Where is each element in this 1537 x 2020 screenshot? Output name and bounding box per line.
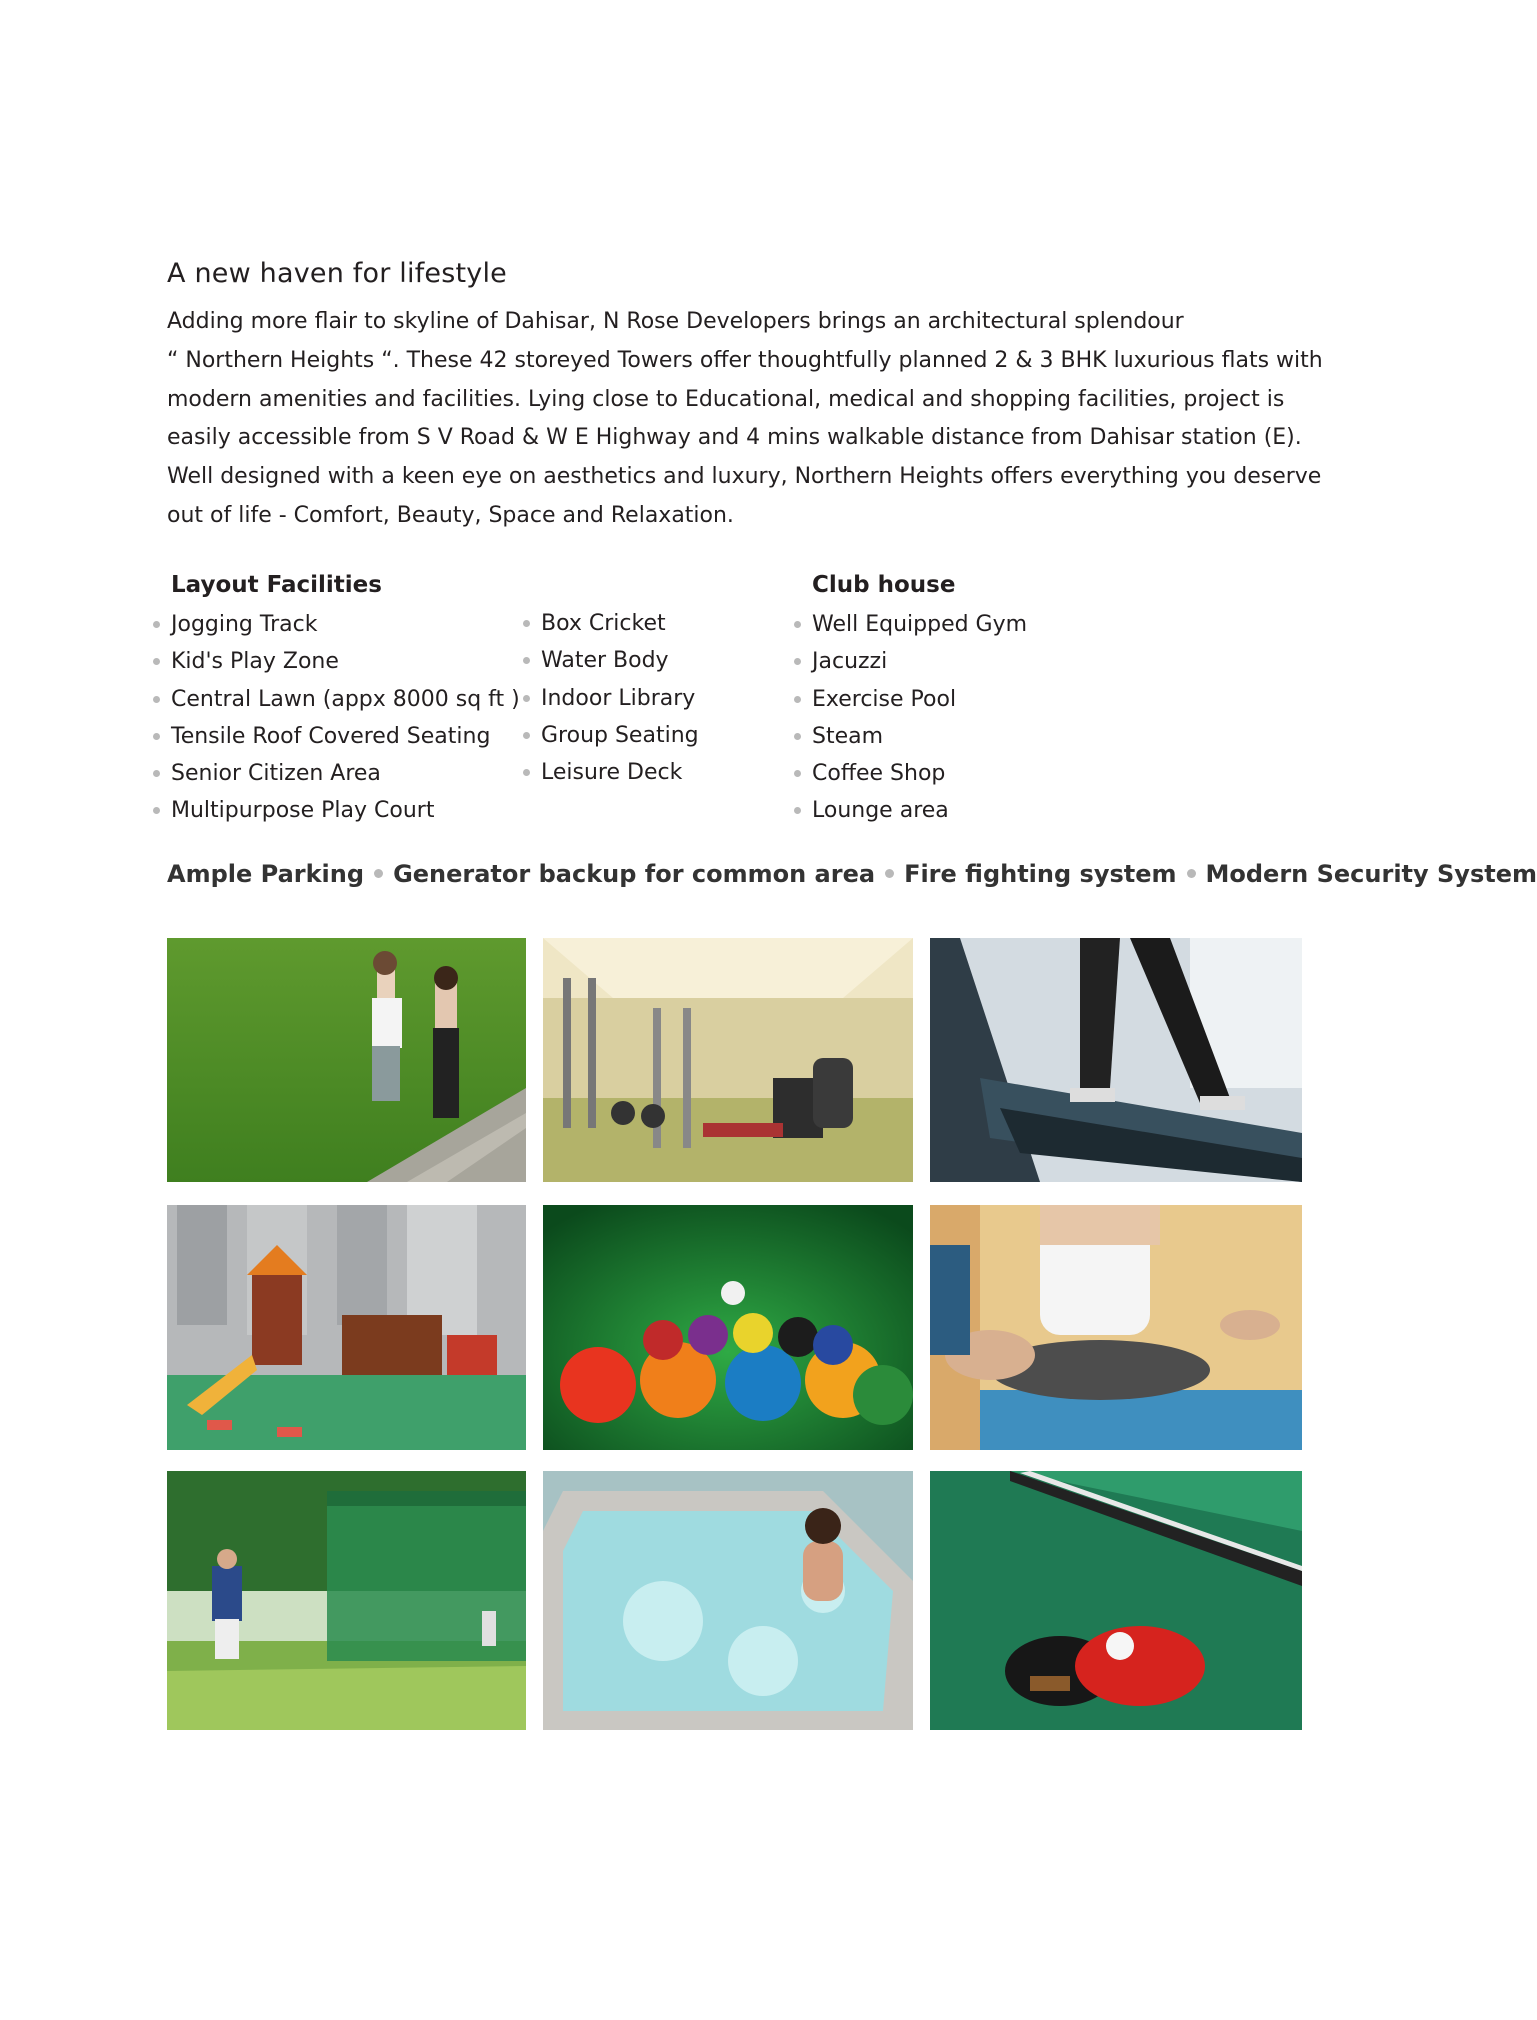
list-item-label: Tensile Roof Covered Seating (171, 723, 491, 749)
list-item-label: Lounge area (812, 798, 949, 824)
bullet-icon (523, 620, 530, 627)
intro-line: Adding more flair to skyline of Dahisar, N Rose Developers brings an architectural splendour (167, 309, 1184, 334)
intro-line: modern amenities and facilities. Lying close to Educational, medical and shopping facilities, project is (167, 386, 1285, 412)
list-item-label: Kid's Play Zone (171, 649, 339, 675)
jacuzzi-photo (543, 1471, 913, 1730)
list-item (153, 685, 520, 722)
amenity-label: Ample Parking (167, 860, 365, 888)
list-item-label: Coffee Shop (812, 761, 946, 787)
bullet-icon (153, 621, 160, 628)
list-item-label: Water Body (541, 648, 669, 674)
bullet-icon (523, 695, 530, 702)
bullet-icon (153, 733, 160, 740)
kids-play-area-photo (167, 1205, 526, 1450)
intro-line: out of life - Comfort, Beauty, Space and Relaxation. (167, 502, 734, 528)
bullet-icon (1187, 869, 1196, 878)
list-item (523, 646, 699, 683)
treadmill-photo (930, 938, 1302, 1182)
intro-line: Well designed with a keen eye on aesthetics and luxury, Northern Heights offers everything you deserve (167, 464, 1322, 490)
list-item-label: Exercise Pool (812, 686, 957, 712)
bullet-icon (794, 621, 801, 628)
bullet-icon (523, 732, 530, 739)
list-item (523, 684, 699, 721)
list-item-label: Multipurpose Play Court (171, 798, 435, 824)
bullet-icon (794, 770, 801, 777)
intro-paragraph (167, 303, 1323, 536)
table-tennis-photo (930, 1471, 1302, 1730)
list-item (153, 796, 520, 833)
bullet-icon (523, 769, 530, 776)
list-item (153, 759, 520, 796)
club-house-title: Club house (812, 572, 956, 598)
bullet-icon (885, 869, 894, 878)
bullet-icon (794, 807, 801, 814)
list-item (794, 722, 1027, 759)
club-house-list (794, 610, 1027, 834)
bullet-icon (523, 657, 530, 664)
section-heading: A new haven for lifestyle (167, 258, 507, 289)
list-item-label: Well Equipped Gym (812, 612, 1028, 637)
list-item-label: Central Lawn (appx 8000 sq ft ) (171, 686, 520, 712)
list-item-label: Jogging Track (171, 612, 318, 637)
amenity-label: Fire fighting system (904, 860, 1177, 888)
billiards-balls-photo (543, 1205, 913, 1450)
list-item-label: Jacuzzi (812, 649, 888, 675)
amenity-label: Modern Security System (1205, 860, 1537, 888)
list-item (794, 759, 1027, 796)
bullet-icon (153, 696, 160, 703)
list-item-label: Steam (812, 723, 884, 749)
amenity-label: Generator backup for common area (393, 860, 876, 888)
layout-facilities-list-1 (153, 610, 520, 834)
layout-facilities-list-2 (523, 609, 699, 795)
list-item-label: Leisure Deck (541, 760, 683, 786)
list-item-label: Group Seating (541, 722, 699, 748)
list-item (153, 722, 520, 759)
list-item-label: Box Cricket (541, 611, 666, 636)
list-item (523, 758, 699, 795)
intro-line: easily accessible from S V Road & W E Highway and 4 mins walkable distance from Dahisar station (E). (167, 425, 1302, 451)
list-item-label: Indoor Library (541, 685, 696, 711)
list-item (794, 647, 1027, 684)
list-item (794, 685, 1027, 722)
list-item (794, 610, 1027, 647)
bullet-icon (153, 807, 160, 814)
list-item (153, 610, 520, 647)
intro-line: “ Northern Heights “. These 42 storeyed Towers offer thoughtfully planned 2 & 3 BHK luxurious flats with (167, 347, 1323, 373)
bullet-icon (153, 770, 160, 777)
bullet-icon (794, 658, 801, 665)
list-item (523, 721, 699, 758)
bullet-icon (374, 869, 383, 878)
list-item (523, 609, 699, 646)
box-cricket-photo (167, 1471, 526, 1730)
list-item-label: Senior Citizen Area (171, 761, 381, 787)
list-item (153, 647, 520, 684)
layout-facilities-title: Layout Facilities (171, 572, 382, 598)
list-item (794, 796, 1027, 833)
bullet-icon (794, 696, 801, 703)
amenities-strip (167, 860, 1537, 888)
bullet-icon (153, 658, 160, 665)
jogging-couple-photo (167, 938, 526, 1182)
yoga-meditation-photo (930, 1205, 1302, 1450)
gym-equipment-photo (543, 938, 913, 1182)
bullet-icon (794, 733, 801, 740)
